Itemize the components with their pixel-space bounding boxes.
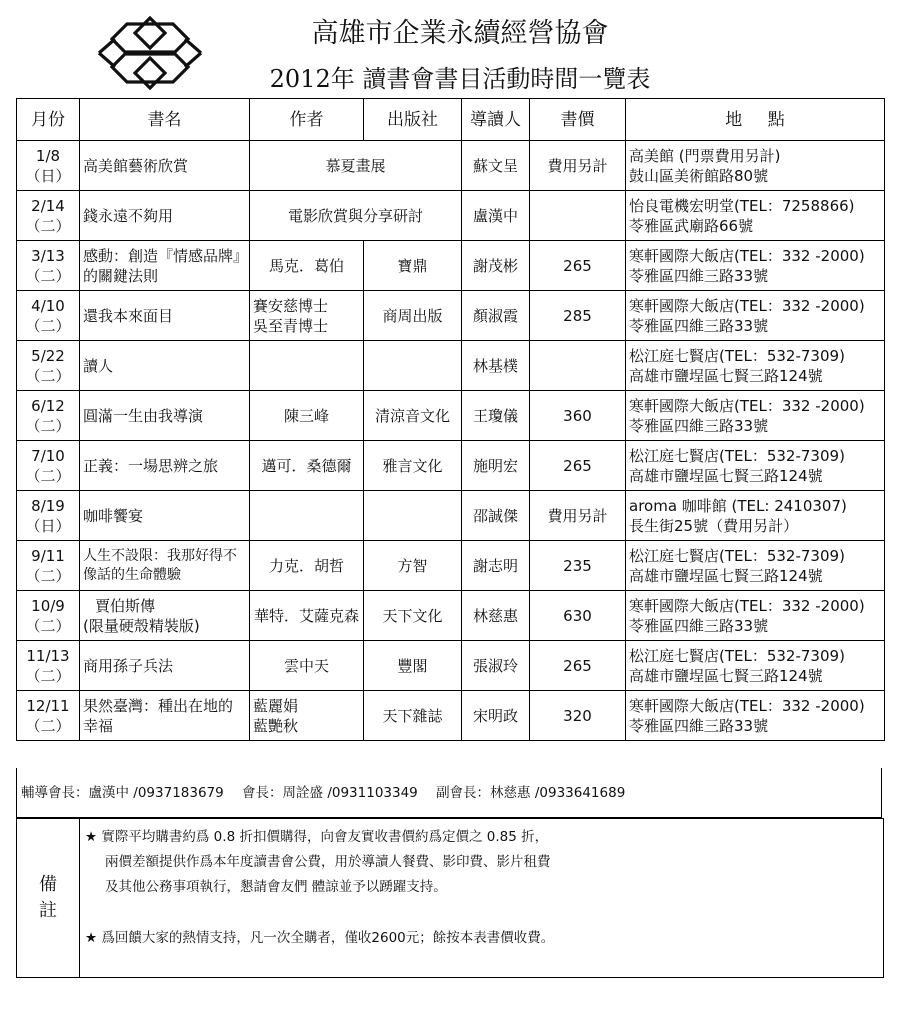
col-header-price: 書價 [530,99,626,141]
note-line: ★ 爲回饋大家的熱情支持，凡一次全購者，僅收2600元；餘按本表書價收費。 [85,930,555,946]
reader-cell: 施明宏 [462,441,530,491]
publisher-cell: 天下文化 [364,591,462,641]
table-row [17,341,885,391]
author-cell: 馬克．葛伯 [250,241,364,291]
location-cell: 寒軒國際大飯店(TEL：332 -2000) 苓雅區四維三路33號 [626,591,885,641]
table-row [17,541,885,591]
reader-cell: 謝志明 [462,541,530,591]
location-cell: 高美館 (門票費用另計) 鼓山區美術館路80號 [626,141,885,191]
reader-cell: 林基樸 [462,341,530,391]
org-name: 高雄市企業永續經營協會 [311,18,609,49]
location-cell: 寒軒國際大飯店(TEL：332 -2000) 苓雅區四維三路33號 [626,291,885,341]
reader-cell: 盧漢中 [462,191,530,241]
location-cell: 寒軒國際大飯店(TEL：332 -2000) 苓雅區四維三路33號 [626,691,885,741]
date-cell: 2/14 （二） [17,191,80,241]
col-header-publisher: 出版社 [364,99,462,141]
note-line: 及其他公務事項執行，懇請會友們 體諒並予以踴躍支持。 [105,879,447,895]
date-cell: 12/11 （二） [17,691,80,741]
reader-cell: 張淑玲 [462,641,530,691]
activity-cell: 電影欣賞與分享研討 [250,191,462,241]
author-cell: 賽安慈博士 吳至青博士 [250,291,364,341]
location-cell: aroma 咖啡館 (TEL: 2410307) 長生街25號（費用另計） [626,491,885,541]
advisor-contact: 輔導會長：盧漢中 /0937183679 [21,785,224,801]
author-cell: 藍麗娟 藍艷秋 [250,691,364,741]
price-cell: 235 [530,541,626,591]
publisher-cell: 方智 [364,541,462,591]
author-cell: 雲中天 [250,641,364,691]
date-cell: 8/19 （日） [17,491,80,541]
publisher-cell: 寶鼎 [364,241,462,291]
date-cell: 7/10 （二） [17,441,80,491]
notes-body [85,825,877,951]
book-cell: 高美館藝術欣賞 [80,141,250,191]
book-cell: 商用孫子兵法 [80,641,250,691]
date-cell: 11/13 （二） [17,641,80,691]
activity-cell: 慕夏畫展 [250,141,462,191]
price-cell [530,191,626,241]
author-cell: 陳三峰 [250,391,364,441]
price-cell [530,341,626,391]
reader-cell: 蘇文呈 [462,141,530,191]
col-header-author: 作者 [250,99,364,141]
location-cell: 怡良電機宏明堂(TEL：7258866) 苓雅區武廟路66號 [626,191,885,241]
reader-cell: 邵誠傑 [462,491,530,541]
notes-section [16,818,884,978]
table-row [17,491,885,541]
col-header-month: 月份 [17,99,80,141]
table-row [17,441,885,491]
col-header-location: 地 點 [626,99,885,141]
author-cell: 邁可．桑德爾 [250,441,364,491]
doc-title: 2012年 讀書會書目活動時間一覽表 [269,65,651,93]
book-cell: 圓滿一生由我導演 [80,391,250,441]
president-contact: 會長：周詮盛 /0931103349 [242,785,418,801]
table-row [17,141,885,191]
publisher-cell: 雅言文化 [364,441,462,491]
author-cell [250,341,364,391]
book-cell: 正義：一場思辨之旅 [80,441,250,491]
note-line: ★ 實際平均購書約爲 0.8 折扣價購得，向會友實收書價約爲定價之 0.85 折， [85,829,549,845]
date-cell: 5/22 （二） [17,341,80,391]
book-cell: 感動：創造『情感品牌』的關鍵法則 [80,241,250,291]
price-cell: 265 [530,641,626,691]
table-row [17,291,885,341]
book-cell: 果然臺灣：種出在地的幸福 [80,691,250,741]
location-cell: 松江庭七賢店(TEL：532-7309) 高雄市鹽埕區七賢三路124號 [626,641,885,691]
notes-label: 備 註 [17,819,80,977]
publisher-cell: 清涼音文化 [364,391,462,441]
table-row [17,691,885,741]
author-cell [250,491,364,541]
reader-cell: 謝茂彬 [462,241,530,291]
date-cell: 6/12 （二） [17,391,80,441]
schedule-table [16,98,885,741]
reader-cell: 宋明政 [462,691,530,741]
price-cell: 630 [530,591,626,641]
publisher-cell: 商周出版 [364,291,462,341]
book-cell: 讀人 [80,341,250,391]
location-cell: 松江庭七賢店(TEL：532-7309) 高雄市鹽埕區七賢三路124號 [626,541,885,591]
table-row [17,641,885,691]
book-cell: 賈伯斯傳 (限量硬殼精裝版) [80,591,250,641]
reader-cell: 顏淑霞 [462,291,530,341]
location-cell: 松江庭七賢店(TEL：532-7309) 高雄市鹽埕區七賢三路124號 [626,341,885,391]
date-cell: 4/10 （二） [17,291,80,341]
date-cell: 3/13 （二） [17,241,80,291]
date-cell: 1/8 （日） [17,141,80,191]
book-cell: 還我本來面目 [80,291,250,341]
price-cell: 360 [530,391,626,441]
table-row [17,591,885,641]
reader-cell: 林慈惠 [462,591,530,641]
date-cell: 9/11 （二） [17,541,80,591]
table-row [17,191,885,241]
col-header-book: 書名 [80,99,250,141]
table-row [17,241,885,291]
location-cell: 松江庭七賢店(TEL：532-7309) 高雄市鹽埕區七賢三路124號 [626,441,885,491]
location-cell: 寒軒國際大飯店(TEL：332 -2000) 苓雅區四維三路33號 [626,391,885,441]
book-cell: 人生不設限：我那好得不像話的生命體驗 [80,541,250,591]
publisher-cell [364,341,462,391]
price-cell: 費用另計 [530,491,626,541]
reader-cell: 王瓊儀 [462,391,530,441]
price-cell: 285 [530,291,626,341]
association-logo [95,14,205,92]
date-cell: 10/9 （二） [17,591,80,641]
vice-president-contact: 副會長：林慈惠 /0933641689 [436,785,626,801]
price-cell: 320 [530,691,626,741]
officers-line [16,768,882,818]
table-header-row [17,99,885,141]
book-cell: 錢永遠不夠用 [80,191,250,241]
price-cell: 265 [530,441,626,491]
location-cell: 寒軒國際大飯店(TEL：332 -2000) 苓雅區四維三路33號 [626,241,885,291]
price-cell: 265 [530,241,626,291]
table-row [17,391,885,441]
publisher-cell: 豐閣 [364,641,462,691]
col-header-reader: 導讀人 [462,99,530,141]
note-line: 兩價差額提供作爲本年度讀書會公費，用於導讀人餐費、影印費、影片租費 [105,854,551,870]
book-cell: 咖啡饗宴 [80,491,250,541]
publisher-cell [364,491,462,541]
price-cell: 費用另計 [530,141,626,191]
publisher-cell: 天下雜誌 [364,691,462,741]
author-cell: 力克．胡哲 [250,541,364,591]
author-cell: 華特．艾薩克森 [250,591,364,641]
